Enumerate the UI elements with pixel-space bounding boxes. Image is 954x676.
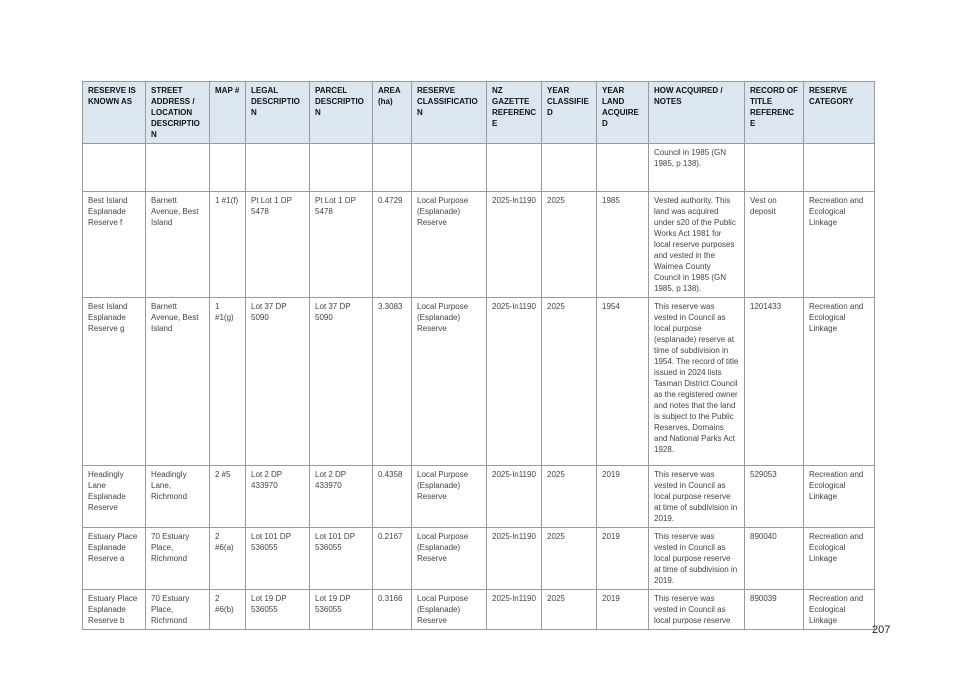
table-cell: 1201433 <box>745 298 804 466</box>
table-cell: Lot 37 DP 5090 <box>310 298 373 466</box>
table-cell: Local Purpose (Esplanade) Reserve <box>412 298 487 466</box>
table-cell: Pt Lot 1 DP 5478 <box>246 192 310 298</box>
column-header: RESERVE CATEGORY <box>804 82 875 144</box>
table-cell: 2025-ln1190 <box>487 192 542 298</box>
table-cell <box>310 144 373 192</box>
table-row <box>83 590 875 630</box>
table-cell: Recreation and Ecological Linkage <box>804 466 875 528</box>
table-cell: 2025 <box>542 590 597 630</box>
table-cell: This reserve was vested in Council as local purpose reserve <box>649 590 745 630</box>
table-row <box>83 298 875 466</box>
table-cell: 3.3083 <box>373 298 412 466</box>
table-cell: 2 #6(b) <box>210 590 246 630</box>
table-cell: 0.4358 <box>373 466 412 528</box>
table-cell: Headingly Lane, Richmond <box>146 466 210 528</box>
table-cell: 1985 <box>597 192 649 298</box>
column-header: NZ GAZETTE REFERENCE <box>487 82 542 144</box>
table-cell: Lot 37 DP 5090 <box>246 298 310 466</box>
table-row <box>83 528 875 590</box>
table-cell <box>597 144 649 192</box>
table-row <box>83 144 875 192</box>
table-cell: Lot 101 DP 536055 <box>310 528 373 590</box>
table-cell: 2019 <box>597 466 649 528</box>
table-cell: Barnett Avenue, Best Island <box>146 192 210 298</box>
table-cell <box>146 144 210 192</box>
table-row <box>83 192 875 298</box>
table-cell: This reserve was vested in Council as local purpose reserve at time of subdivision in 2019. <box>649 528 745 590</box>
table-body <box>83 144 875 630</box>
table-cell: Vested authority. This land was acquired under s20 of the Public Works Act 1981 for local reserve purposes and vested in the Waimea County Council in 1985 (GN 1985, p 138). <box>649 192 745 298</box>
table-cell: 890040 <box>745 528 804 590</box>
table-cell: 2025 <box>542 298 597 466</box>
table-cell: 1 #1(g) <box>210 298 246 466</box>
table-cell <box>542 144 597 192</box>
table-cell: Estuary Place Esplanade Reserve a <box>83 528 146 590</box>
table-cell: 2025 <box>542 528 597 590</box>
column-header: HOW ACQUIRED / NOTES <box>649 82 745 144</box>
table-cell: Estuary Place Esplanade Reserve b <box>83 590 146 630</box>
table-cell <box>804 144 875 192</box>
reserves-table <box>82 81 875 630</box>
table-cell: Council in 1985 (GN 1985, p 138). <box>649 144 745 192</box>
table-cell: Barnett Avenue, Best Island <box>146 298 210 466</box>
table-cell <box>412 144 487 192</box>
table-header-row <box>83 82 875 144</box>
column-header: LEGAL DESCRIPTION <box>246 82 310 144</box>
table-cell <box>210 144 246 192</box>
table-cell: 2025-ln1190 <box>487 590 542 630</box>
table-cell: 1954 <box>597 298 649 466</box>
table-cell: Lot 2 DP 433970 <box>246 466 310 528</box>
column-header: RESERVE IS KNOWN AS <box>83 82 146 144</box>
table-cell: Best Island Esplanade Reserve g <box>83 298 146 466</box>
page-number: 207 <box>872 624 891 636</box>
column-header: YEAR CLASSIFIED <box>542 82 597 144</box>
table-cell: Headingly Lane Esplanade Reserve <box>83 466 146 528</box>
table-cell: This reserve was vested in Council as local purpose (esplanade) reserve at time of subdivision in 1954. The record of title issued in 2024 lists Tasman District Council as the registered owner and notes that the land is subject to the Public Reserves, Domains and National Parks Act 1928. <box>649 298 745 466</box>
table-cell: 529053 <box>745 466 804 528</box>
table-cell: Local Purpose (Esplanade) Reserve <box>412 466 487 528</box>
table-cell: Recreation and Ecological Linkage <box>804 298 875 466</box>
table-cell: 0.2167 <box>373 528 412 590</box>
table-cell <box>373 144 412 192</box>
table-cell: This reserve was vested in Council as local purpose reserve at time of subdivision in 2019. <box>649 466 745 528</box>
table-cell <box>487 144 542 192</box>
table-row <box>83 466 875 528</box>
table-cell: Best Island Esplanade Reserve f <box>83 192 146 298</box>
table-cell <box>246 144 310 192</box>
column-header: RESERVE CLASSIFICATION <box>412 82 487 144</box>
table-cell: 2019 <box>597 590 649 630</box>
table-cell: 2025-ln1190 <box>487 298 542 466</box>
table-cell: 2025-ln1190 <box>487 528 542 590</box>
table-cell <box>745 144 804 192</box>
table-cell: Lot 2 DP 433970 <box>310 466 373 528</box>
table-cell: 2019 <box>597 528 649 590</box>
table-cell: Recreation and Ecological Linkage <box>804 528 875 590</box>
table-cell: Vest on deposit <box>745 192 804 298</box>
table-cell: 2 #6(a) <box>210 528 246 590</box>
column-header: AREA (ha) <box>373 82 412 144</box>
table-cell: Recreation and Ecological Linkage <box>804 590 875 630</box>
column-header: YEAR LAND ACQUIRED <box>597 82 649 144</box>
table-cell: 0.4729 <box>373 192 412 298</box>
table-cell: Lot 19 DP 536055 <box>310 590 373 630</box>
table-cell: 70 Estuary Place, Richmond <box>146 528 210 590</box>
table-cell: 1 #1(f) <box>210 192 246 298</box>
table-cell: Local Purpose (Esplanade) Reserve <box>412 528 487 590</box>
table-cell: Local Purpose (Esplanade) Reserve <box>412 590 487 630</box>
table-cell: 2025 <box>542 192 597 298</box>
table-cell: Pt Lot 1 DP 5478 <box>310 192 373 298</box>
table-cell: Lot 101 DP 536055 <box>246 528 310 590</box>
table-cell: 0.3166 <box>373 590 412 630</box>
column-header: MAP # <box>210 82 246 144</box>
table-cell: Recreation and Ecological Linkage <box>804 192 875 298</box>
table-cell: 890039 <box>745 590 804 630</box>
table-cell: 2025 <box>542 466 597 528</box>
table-cell: 2 #5 <box>210 466 246 528</box>
table-cell: Local Purpose (Esplanade) Reserve <box>412 192 487 298</box>
table-cell: Lot 19 DP 536055 <box>246 590 310 630</box>
column-header: RECORD OF TITLE REFERENCE <box>745 82 804 144</box>
table-cell: 2025-ln1190 <box>487 466 542 528</box>
column-header: STREET ADDRESS / LOCATION DESCRIPTION <box>146 82 210 144</box>
column-header: PARCEL DESCRIPTION <box>310 82 373 144</box>
table-cell: 70 Estuary Place, Richmond <box>146 590 210 630</box>
table-cell <box>83 144 146 192</box>
